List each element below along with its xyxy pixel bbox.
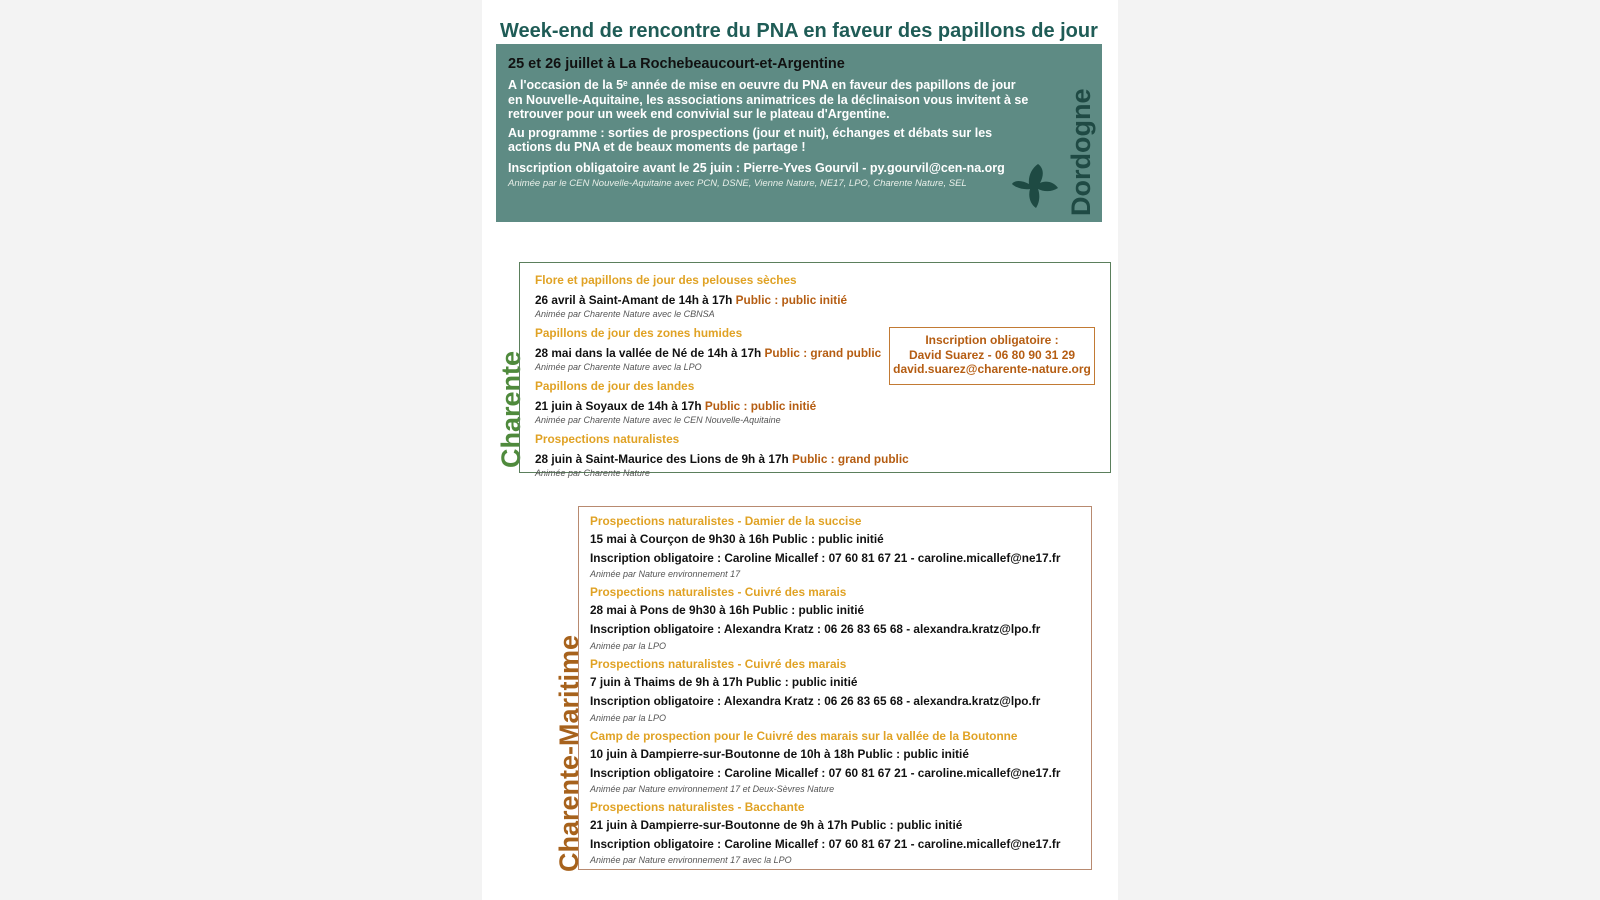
event-block [535, 379, 1096, 426]
inscription-contact: David Suarez - 06 80 90 31 29 [908, 347, 1076, 362]
event-when: 10 juin à Dampierre-sur-Boutonne de 10h à 18h Public : public initié [590, 747, 969, 761]
event-when: 28 mai dans la vallée de Né de 14h à 17h Public : grand public [535, 346, 882, 360]
flyer-page [482, 0, 1118, 900]
inscription-label: Inscription obligatoire : [925, 333, 1059, 347]
event-public: Public : public initié [735, 293, 848, 307]
event-public: Public : public initié [704, 399, 817, 413]
event-organizer: Animée par Charente Nature [535, 468, 651, 478]
event-title: Prospections naturalistes - Damier de la succise [590, 514, 862, 528]
event-public: Public : grand public [792, 452, 909, 466]
dordogne-paragraph-2: Au programme : sorties de prospections (jour et nuit), échanges et débats sur les actions du PNA et de beaux moments de partage ! [508, 125, 993, 154]
event-when: 28 juin à Saint-Maurice des Lions de 9h à 17h Public : grand public [535, 452, 909, 466]
event-when: 28 mai à Pons de 9h30 à 16h Public : public initié [590, 603, 865, 617]
event-contact: Inscription obligatoire : Caroline Micallef : 07 60 81 67 21 - caroline.micallef@ne17.fr [590, 765, 1061, 780]
event-organizer: Animée par la LPO [590, 641, 667, 651]
event-title: Prospections naturalistes - Bacchante [590, 800, 805, 814]
dordogne-region-label: Dordogne [1066, 88, 1096, 216]
event-title: Flore et papillons de jour des pelouses sèches [535, 273, 797, 287]
event-title: Camp de prospection pour le Cuivré des marais sur la vallée de la Boutonne [590, 729, 1018, 743]
event-contact: Inscription obligatoire : Caroline Micallef : 07 60 81 67 21 - caroline.micallef@ne17.fr [590, 550, 1061, 565]
event-title: Prospections naturalistes [535, 432, 680, 446]
charente-maritime-section [578, 506, 1092, 870]
dordogne-organizers: Animée par le CEN Nouvelle-Aquitaine avec PCN, DSNE, Vienne Nature, NE17, LPO, Charente Nature, SEL [508, 177, 967, 189]
dordogne-registration: Inscription obligatoire avant le 25 juin : Pierre-Yves Gourvil - py.gourvil@cen-na.org [508, 160, 1005, 175]
event-when: 26 avril à Saint-Amant de 14h à 17h Public : public initié [535, 293, 848, 307]
event-contact: Inscription obligatoire : Alexandra Kratz : 06 26 83 65 68 - alexandra.kratz@lpo.fr [590, 693, 1041, 708]
event-when: 15 mai à Courçon de 9h30 à 16h Public : public initié [590, 532, 884, 546]
event-title: Prospections naturalistes - Cuivré des marais [590, 657, 847, 671]
charente-section [519, 262, 1111, 478]
event-when: 7 juin à Thaims de 9h à 17h Public : public initié [590, 675, 858, 689]
event-organizer: Animée par la LPO [590, 713, 667, 723]
event-block [535, 273, 1096, 320]
page-title: Week-end de rencontre du PNA en faveur des papillons de jour [500, 20, 1098, 42]
event-organizer: Animée par Charente Nature avec le CBNSA [535, 309, 715, 319]
event-organizer: Animée par Nature environnement 17 et Deux-Sèvres Nature [590, 784, 835, 794]
event-block [590, 800, 1081, 866]
event-block [590, 514, 1081, 580]
butterfly-icon [1008, 158, 1062, 212]
charente-maritime-region-label: Charente-Maritime [554, 634, 584, 872]
event-organizer: Animée par Nature environnement 17 [590, 569, 741, 579]
inscription-email: david.suarez@charente-nature.org [893, 362, 1091, 376]
event-block [535, 432, 1096, 479]
event-public: Public : grand public [764, 346, 882, 360]
dordogne-event-title: 25 et 26 juillet à La Rochebeaucourt-et-Argentine [508, 56, 845, 72]
event-block [590, 729, 1081, 795]
event-organizer: Animée par Charente Nature avec le CEN Nouvelle-Aquitaine [535, 415, 781, 425]
event-title: Papillons de jour des landes [535, 379, 695, 393]
event-contact: Inscription obligatoire : Caroline Micallef : 07 60 81 67 21 - caroline.micallef@ne17.fr [590, 836, 1061, 851]
event-block [590, 585, 1081, 652]
event-title: Papillons de jour des zones humides [535, 326, 743, 340]
event-title: Prospections naturalistes - Cuivré des marais [590, 585, 847, 599]
charente-region-label: Charente [496, 350, 526, 468]
event-when: 21 juin à Dampierre-sur-Boutonne de 9h à 17h Public : public initié [590, 818, 963, 832]
event-when: 21 juin à Soyaux de 14h à 17h Public : public initié [535, 399, 817, 413]
event-organizer: Animée par Charente Nature avec la LPO [535, 362, 702, 372]
charente-inscription-box [889, 327, 1095, 385]
dordogne-paragraph-1: A l'occasion de la 5ᵉ année de mise en oeuvre du PNA en faveur des papillons de jour en Nouvelle-Aquitaine, les associations animatrices de la déclinaison vous invitent à se retrouver pour un week end convivial sur le plateau d'Argentine. [508, 78, 1029, 121]
event-contact: Inscription obligatoire : Alexandra Kratz : 06 26 83 65 68 - alexandra.kratz@lpo.fr [590, 621, 1041, 636]
event-organizer: Animée par Nature environnement 17 avec la LPO [590, 855, 792, 865]
event-block [590, 657, 1081, 724]
